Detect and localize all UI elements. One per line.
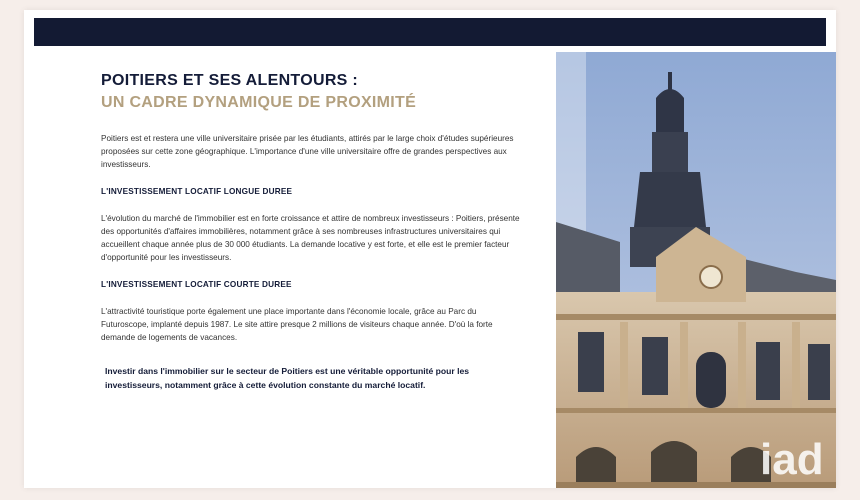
section-body-long-term: L'évolution du marché de l'immobilier est en forte croissance et attire de nombreux investisseurs : Poitiers, présente des opportunités d'affaires immobilières, notamment grâce à ses nombreuses infrastructures universitaires qui accueillent chaque année plus de 30 000 étudiants. La demande locative y est forte, et elle est le premier facteur d'opportunité pour les investisseurs. — [101, 214, 520, 262]
page-subtitle: UN CADRE DYNAMIQUE DE PROXIMITÉ — [101, 94, 417, 111]
town-hall-photo — [556, 52, 836, 488]
text-column — [101, 70, 521, 392]
conclusion-text: Investir dans l'immobilier sur le secteur de Poitiers est une véritable opportunité pour les investisseurs, notamment grâce à cette évolution constante du marché locatif. — [105, 366, 470, 390]
svg-text:iad: iad — [760, 435, 824, 482]
intro-paragraph: Poitiers est et restera une ville universitaire prisée par les étudiants, attirés par le large choix d'études supérieures proposées sur cette zone géographique. L'importance d'une ville universitaire offre de grandes perspectives aux investisseurs. — [101, 134, 514, 169]
top-banner — [34, 18, 826, 46]
section-heading-short-term: L'INVESTISSEMENT LOCATIF COURTE DUREE — [101, 280, 292, 289]
page-title: POITIERS ET SES ALENTOURS : — [101, 72, 359, 89]
iad-logo — [758, 432, 836, 482]
section-body-short-term: L'attractivité touristique porte également une place importante dans l'économie locale, grâce au Parc du Futuroscope, implanté depuis 1987. Le site attire presque 2 millions de visiteurs chaque année. D'où la forte demande de logements de vacances. — [101, 307, 493, 342]
section-heading-long-term: L'INVESTISSEMENT LOCATIF LONGUE DUREE — [101, 187, 293, 196]
slide — [24, 10, 836, 488]
